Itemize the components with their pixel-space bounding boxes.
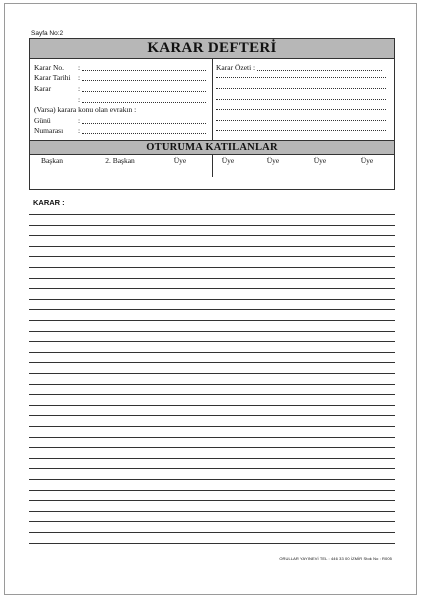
fill-line[interactable]: [82, 127, 206, 134]
field-label: Karar No.: [34, 63, 64, 72]
field-label: Karar: [34, 84, 52, 93]
participant-uye-2: Üye: [221, 156, 235, 165]
writing-line[interactable]: [29, 256, 395, 257]
summary-fill-line[interactable]: [216, 99, 386, 100]
writing-line[interactable]: [29, 532, 395, 533]
participant-uye-1: Üye: [173, 156, 187, 165]
writing-line[interactable]: [29, 362, 395, 363]
summary-fill-line[interactable]: [216, 120, 386, 121]
writing-line[interactable]: [29, 447, 395, 448]
writing-line[interactable]: [29, 373, 395, 374]
writing-line[interactable]: [29, 267, 395, 268]
field-colon: :: [78, 126, 81, 135]
fill-line[interactable]: [82, 85, 206, 92]
writing-line[interactable]: [29, 479, 395, 480]
writing-line[interactable]: [29, 468, 395, 469]
participants-section-title: OTURUMA KATILANLAR: [30, 140, 394, 155]
writing-line[interactable]: [29, 394, 395, 395]
writing-line[interactable]: [29, 511, 395, 512]
participant-2-baskan: 2. Başkan: [105, 156, 135, 165]
participant-uye-4: Üye: [313, 156, 327, 165]
field-colon: :: [78, 84, 81, 93]
field-colon: :: [78, 95, 81, 104]
field-colon: :: [78, 73, 81, 82]
document-title: KARAR DEFTERİ: [30, 39, 394, 59]
writing-line[interactable]: [29, 225, 395, 226]
summary-fill-line[interactable]: [216, 109, 386, 110]
writing-line[interactable]: [29, 384, 395, 385]
writing-line[interactable]: [29, 352, 395, 353]
writing-line[interactable]: [29, 521, 395, 522]
field-colon: :: [78, 116, 81, 125]
field-karar: [34, 84, 206, 93]
field-colon: :: [78, 63, 81, 72]
summary-fill-line[interactable]: [216, 88, 386, 89]
writing-line[interactable]: [29, 405, 395, 406]
writing-line[interactable]: [29, 437, 395, 438]
writing-line[interactable]: [29, 331, 395, 332]
decision-header-frame: [29, 38, 395, 190]
field-gunu: [34, 116, 206, 125]
writing-line[interactable]: [29, 214, 395, 215]
writing-line[interactable]: [29, 415, 395, 416]
participant-uye-3: Üye: [266, 156, 280, 165]
field-label: (Varsa) karara konu olan evrakın :: [34, 105, 137, 114]
field-related-documents: [34, 105, 138, 114]
writing-line[interactable]: [29, 320, 395, 321]
writing-line[interactable]: [29, 500, 395, 501]
field-karar-ozeti: [216, 63, 382, 72]
writing-line[interactable]: [29, 426, 395, 427]
writing-line[interactable]: [29, 309, 395, 310]
summary-fill-line[interactable]: [216, 77, 386, 78]
writing-line[interactable]: [29, 299, 395, 300]
fill-line[interactable]: [82, 96, 206, 103]
writing-line[interactable]: [29, 458, 395, 459]
field-label: Karar Tarihi: [34, 73, 71, 82]
writing-line[interactable]: [29, 246, 395, 247]
participant-baskan: Başkan: [40, 156, 64, 165]
field-karar-tarihi: [34, 73, 206, 82]
fill-line[interactable]: [82, 64, 206, 71]
field-numarasi: [34, 126, 206, 135]
field-label: Günü: [34, 116, 51, 125]
writing-line[interactable]: [29, 288, 395, 289]
field-karar-continued: [34, 95, 206, 104]
fill-line[interactable]: [82, 74, 206, 81]
page-number: Sayfa No:2: [31, 30, 64, 37]
writing-line[interactable]: [29, 341, 395, 342]
field-label: Karar Özeti :: [216, 63, 256, 72]
participants-row: [30, 156, 394, 168]
fill-line[interactable]: [82, 117, 206, 124]
writing-line[interactable]: [29, 490, 395, 491]
participant-uye-5: Üye: [360, 156, 374, 165]
field-karar-no: [34, 63, 206, 72]
decision-label: KARAR :: [33, 198, 65, 207]
publisher-footer: ORULLAR YAYINEVİ TEL : 446 33 00 İZMİR Stok No : R005: [279, 556, 392, 561]
summary-fill-line[interactable]: [216, 130, 386, 131]
writing-line[interactable]: [29, 543, 395, 544]
fill-line[interactable]: [257, 64, 382, 71]
writing-line[interactable]: [29, 235, 395, 236]
writing-line[interactable]: [29, 278, 395, 279]
field-label: Numarası: [34, 126, 64, 135]
